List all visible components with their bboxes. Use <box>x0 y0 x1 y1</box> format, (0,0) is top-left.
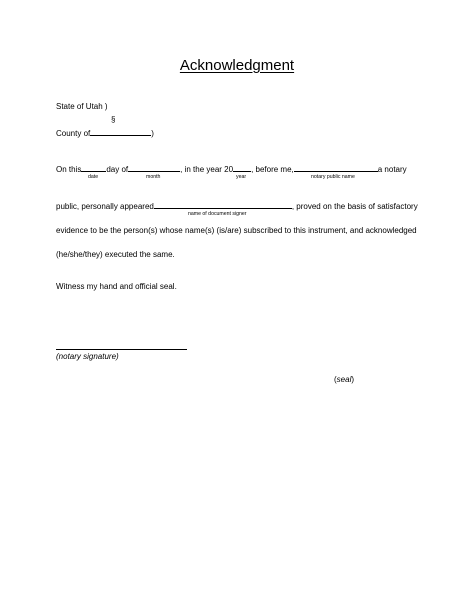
line-public-appeared <box>56 201 418 211</box>
on-this-label: On this <box>56 165 82 174</box>
county-label: County of <box>56 129 91 138</box>
document-title: Acknowledgment <box>179 57 295 74</box>
notary-signature-label: (notary signature) <box>56 352 119 361</box>
state-line: State of Utah ) <box>56 102 108 111</box>
year-blank[interactable] <box>233 164 251 172</box>
signer-name-blank[interactable] <box>154 201 292 209</box>
proved-label: , proved on the basis of satisfactory <box>291 202 418 211</box>
line-executed: (he/she/they) executed the same. <box>56 250 175 259</box>
a-notary-label: a notary <box>377 165 407 174</box>
month-blank[interactable] <box>128 164 180 172</box>
line-on-this <box>56 164 407 174</box>
caption-month: month <box>146 174 161 180</box>
signature-line[interactable] <box>56 349 187 350</box>
before-me-label: , before me, <box>251 165 294 174</box>
caption-date: date <box>88 174 99 180</box>
caption-year: year <box>236 174 247 180</box>
witness-line: Witness my hand and official seal. <box>56 282 177 291</box>
caption-notary-public-name: notary public name <box>311 174 355 180</box>
notary-name-blank[interactable] <box>294 164 378 172</box>
line-evidence: evidence to be the person(s) whose name(s) (is/are) subscribed to this instrument, and acknowledged <box>56 226 417 235</box>
caption-document-signer: name of document signer <box>188 211 247 217</box>
seal-label <box>334 376 354 384</box>
public-appeared-label: public, personally appeared <box>56 202 154 211</box>
county-blank[interactable] <box>90 128 151 136</box>
county-close: ) <box>151 129 154 138</box>
date-blank[interactable] <box>81 164 106 172</box>
seal-word: seal <box>336 375 352 384</box>
in-the-year-label: , in the year 20 <box>180 165 234 174</box>
seal-close: ) <box>351 375 355 384</box>
section-mark: § <box>111 115 116 124</box>
day-of-label: day of <box>106 165 129 174</box>
seal-open: ( <box>334 375 337 384</box>
county-line <box>56 128 154 138</box>
